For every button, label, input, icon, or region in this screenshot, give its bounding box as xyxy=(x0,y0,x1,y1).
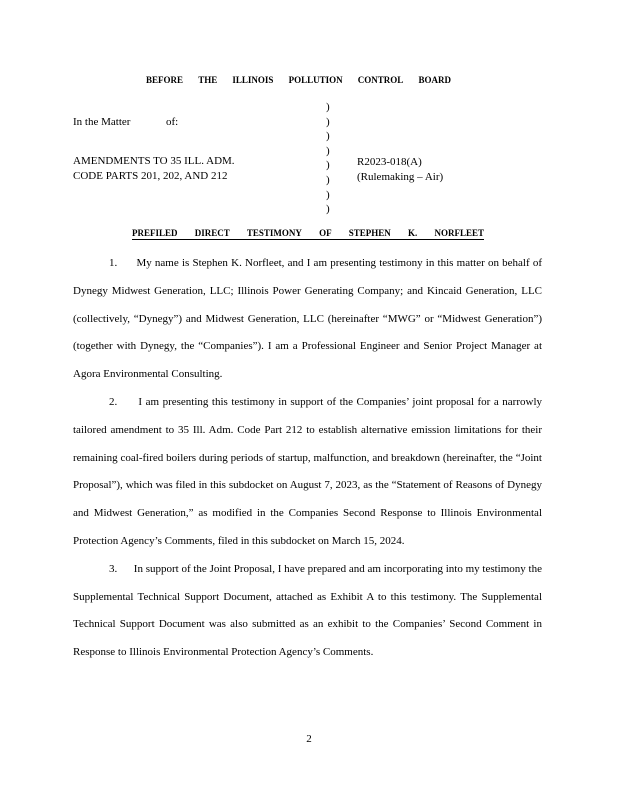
heading-word: POLLUTION xyxy=(288,75,343,85)
matter-of-row xyxy=(166,117,178,128)
title-word: DIRECT xyxy=(194,228,230,238)
title-word: STEPHEN xyxy=(348,228,391,238)
title-word: PREFILED xyxy=(132,228,178,238)
matter-label-row xyxy=(73,117,173,128)
board-heading xyxy=(146,75,451,85)
heading-word: THE xyxy=(198,75,218,85)
amendments-line-1: AMENDMENTS TO 35 ILL. ADM. xyxy=(73,155,235,167)
title-word: NORFLEET xyxy=(434,228,484,238)
paragraph-3: 3. In support of the Joint Proposal, I have prepared and am incorporating into my testimony the Supplemental Technical Support Document, attached as Exhibit A to this testimony. The Supplemental Technical Support Document was also submitted as an exhibit to the Companies’ Second Comment in Response to Illinois Environmental Protection Agency’s Comments. xyxy=(73,562,542,659)
paragraph-1: 1. My name is Stephen K. Norfleet, and I am presenting testimony in this matter on behalf of Dynegy Midwest Generation, LLC; Illinois Power Generating Company; and Kincaid Generation, LLC (collectively, “Dynegy”) and Midwest Generation, LLC (hereinafter “MWG” or “Midwest Generation”) (together with Dynegy, the “Companies”). I am a Professional Engineer and Senior Project Manager at Agora Environmental Consulting. xyxy=(73,257,542,381)
title-word: OF xyxy=(319,228,332,238)
matter-label: In the Matter xyxy=(73,116,131,128)
testimony-body xyxy=(73,250,542,667)
title-word: TESTIMONY xyxy=(246,228,302,238)
docket-type: (Rulemaking – Air) xyxy=(357,171,444,183)
amendments-line-2: CODE PARTS 201, 202, AND 212 xyxy=(73,170,228,182)
heading-word: BEFORE xyxy=(146,75,184,85)
heading-word: BOARD xyxy=(418,75,451,85)
paragraph-2: 2. I am presenting this testimony in support of the Companies’ joint proposal for a narrowly tailored amendment to 35 Ill. Adm. Code Part 212 to establish alternative emission limitations for their remaining coal-fired boilers during periods of startup, malfunction, and breakdown (hereinafter, the “Joint Proposal”), which was filed in this subdocket on August 7, 2023, as the “Statement of Reasons of Dynegy and Midwest Generation,” as modified in the Companies Second Response to Illinois Environmental Protection Agency’s Comments, filed in this subdocket on March 15, 2024. xyxy=(73,395,542,547)
heading-word: CONTROL xyxy=(357,75,404,85)
docket-number: R2023-018(A) xyxy=(357,156,422,168)
heading-word: ILLINOIS xyxy=(232,75,274,85)
caption-parentheses: ) ) ) ) ) ) ) ) xyxy=(326,101,330,216)
testimony-title xyxy=(132,228,484,240)
matter-of: of: xyxy=(166,116,179,128)
title-word: K. xyxy=(408,228,418,238)
page-number: 2 xyxy=(306,733,312,745)
